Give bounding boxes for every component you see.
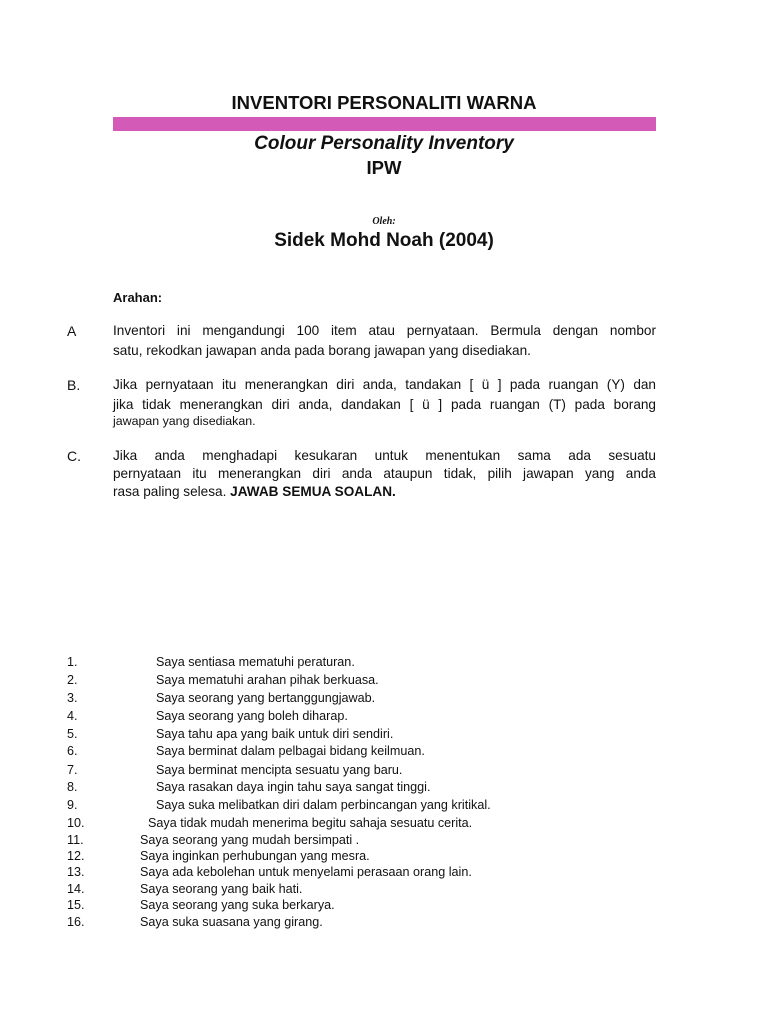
instruction-b-letter: B. bbox=[67, 377, 81, 393]
item-number: 7. bbox=[67, 763, 78, 777]
by-label: Oleh: bbox=[372, 216, 396, 227]
item-text: Saya seorang yang baik hati. bbox=[140, 882, 303, 896]
item-number: 16. bbox=[67, 915, 85, 929]
item-number: 2. bbox=[67, 673, 78, 687]
document-subtitle: Colour Personality Inventory bbox=[254, 133, 514, 154]
instruction-c-line-2: pernyataan itu menerangkan diri anda ataupun tidak, pilih jawapan yang anda bbox=[113, 466, 656, 481]
answer-all-emphasis: JAWAB SEMUA SOALAN. bbox=[230, 484, 396, 499]
instruction-c-line-1: Jika anda menghadapi kesukaran untuk menentukan sama ada sesuatu bbox=[113, 448, 656, 463]
instruction-c-text: rasa paling selesa. bbox=[113, 484, 231, 499]
instruction-b-line-3: jawapan yang disediakan. bbox=[113, 414, 256, 428]
item-text: Saya ada kebolehan untuk menyelami perasaan orang lain. bbox=[140, 865, 472, 879]
instruction-b-line-1: Jika pernyataan itu menerangkan diri anda, tandakan [ ü ] pada ruangan (Y) dan bbox=[113, 377, 656, 392]
item-text: Saya mematuhi arahan pihak berkuasa. bbox=[156, 673, 379, 687]
item-text: Saya sentiasa mematuhi peraturan. bbox=[156, 655, 355, 669]
instruction-c-letter: C. bbox=[67, 448, 81, 464]
item-text: Saya berminat dalam pelbagai bidang keilmuan. bbox=[156, 744, 425, 758]
item-text: Saya tidak mudah menerima begitu sahaja sesuatu cerita. bbox=[148, 816, 473, 830]
item-text: Saya seorang yang suka berkarya. bbox=[140, 898, 335, 912]
item-text: Saya seorang yang bertanggungjawab. bbox=[156, 691, 376, 705]
instruction-a-letter: A bbox=[67, 323, 77, 339]
item-text: Saya berminat mencipta sesuatu yang baru. bbox=[156, 763, 403, 777]
item-number: 6. bbox=[67, 744, 78, 758]
item-number: 3. bbox=[67, 691, 78, 705]
item-number: 9. bbox=[67, 798, 78, 812]
document-abbreviation: IPW bbox=[366, 157, 402, 178]
document-title: INVENTORI PERSONALITI WARNA bbox=[231, 92, 537, 113]
item-text: Saya seorang yang boleh diharap. bbox=[156, 709, 348, 723]
title-underline-bar bbox=[113, 117, 656, 131]
item-text: Saya rasakan daya ingin tahu saya sangat tinggi. bbox=[156, 780, 431, 794]
item-text: Saya suka melibatkan diri dalam perbincangan yang kritikal. bbox=[156, 798, 491, 812]
instruction-c-line-3 bbox=[113, 484, 656, 499]
item-number: 5. bbox=[67, 727, 78, 741]
item-text: Saya tahu apa yang baik untuk diri sendiri. bbox=[156, 727, 394, 741]
item-number: 12. bbox=[67, 849, 85, 863]
item-text: Saya inginkan perhubungan yang mesra. bbox=[140, 849, 370, 863]
item-number: 13. bbox=[67, 865, 85, 879]
item-number: 15. bbox=[67, 898, 85, 912]
item-text: Saya suka suasana yang girang. bbox=[140, 915, 323, 929]
item-text: Saya seorang yang mudah bersimpati . bbox=[140, 833, 360, 847]
instruction-a-line-1: Inventori ini mengandungi 100 item atau pernyataan. Bermula dengan nombor bbox=[113, 323, 656, 338]
instruction-b-line-2: jika tidak menerangkan diri anda, dandakan [ ü ] pada ruangan (T) pada borang bbox=[113, 397, 656, 412]
item-number: 1. bbox=[67, 655, 78, 669]
author-name: Sidek Mohd Noah (2004) bbox=[274, 230, 494, 251]
instructions-heading: Arahan: bbox=[113, 290, 163, 305]
item-number: 14. bbox=[67, 882, 85, 896]
instruction-a-line-2: satu, rekodkan jawapan anda pada borang jawapan yang disediakan. bbox=[113, 343, 531, 358]
item-number: 10. bbox=[67, 816, 85, 830]
item-number: 4. bbox=[67, 709, 78, 723]
item-number: 11. bbox=[67, 833, 84, 847]
item-number: 8. bbox=[67, 780, 78, 794]
